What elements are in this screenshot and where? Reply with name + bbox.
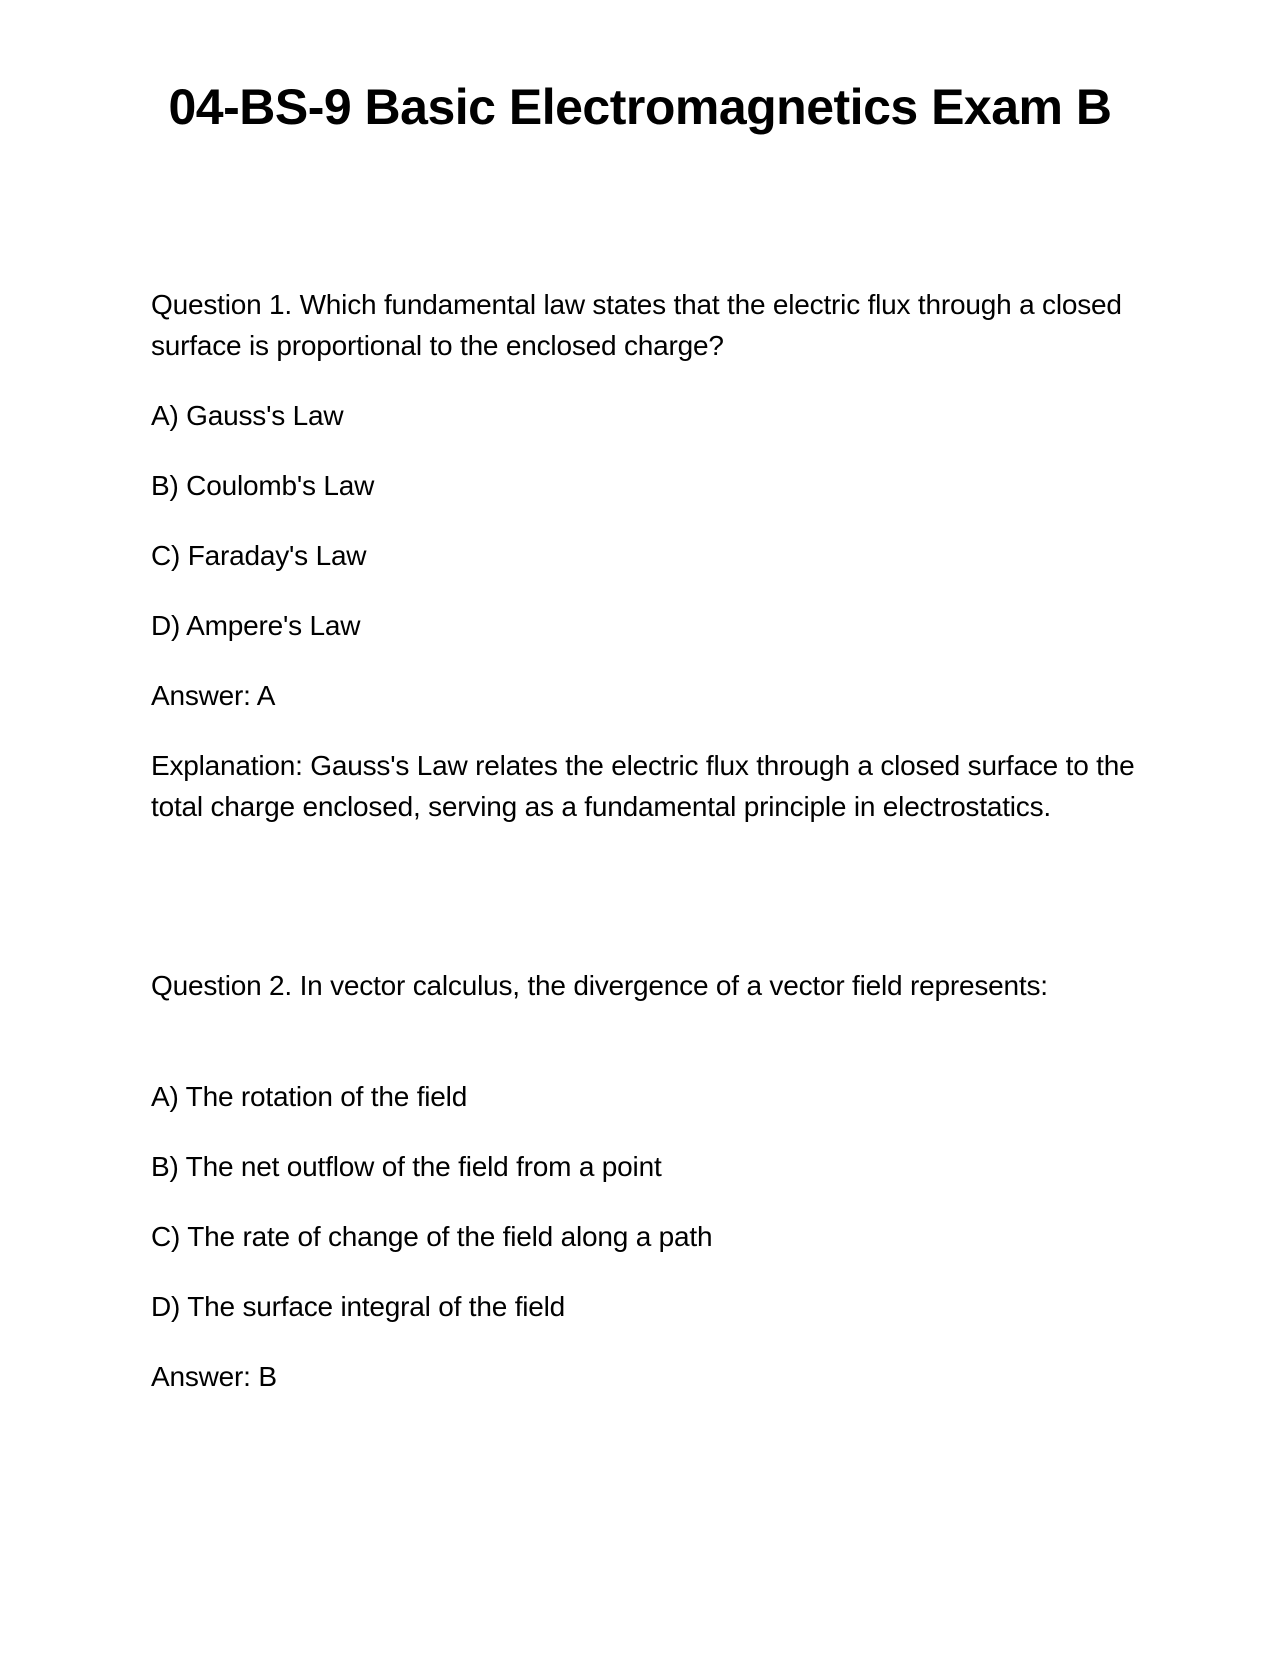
option-c: C) The rate of change of the field along a path: [151, 1221, 713, 1252]
option-a: A) Gauss's Law: [151, 400, 344, 431]
answer: Answer: B: [151, 1361, 277, 1392]
option-b: B) The net outflow of the field from a point: [151, 1151, 662, 1182]
option-a: A) The rotation of the field: [151, 1081, 468, 1112]
document-title: 04-BS-9 Basic Electromagnetics Exam B: [168, 79, 1112, 135]
explanation: Explanation: Gauss's Law relates the electric flux through a closed surface to the total charge enclosed, serving as a fundamental principle in electrostatics.: [151, 750, 1135, 822]
option-d: D) Ampere's Law: [151, 610, 361, 641]
question-text: Question 1. Which fundamental law states that the electric flux through a closed surface is proportional to the enclosed charge?: [151, 289, 1122, 361]
option-d: D) The surface integral of the field: [151, 1291, 566, 1322]
answer: Answer: A: [151, 680, 276, 711]
question-text: Question 2. In vector calculus, the divergence of a vector field represents:: [151, 970, 1048, 1001]
option-b: B) Coulomb's Law: [151, 470, 375, 501]
option-c: C) Faraday's Law: [151, 540, 367, 571]
